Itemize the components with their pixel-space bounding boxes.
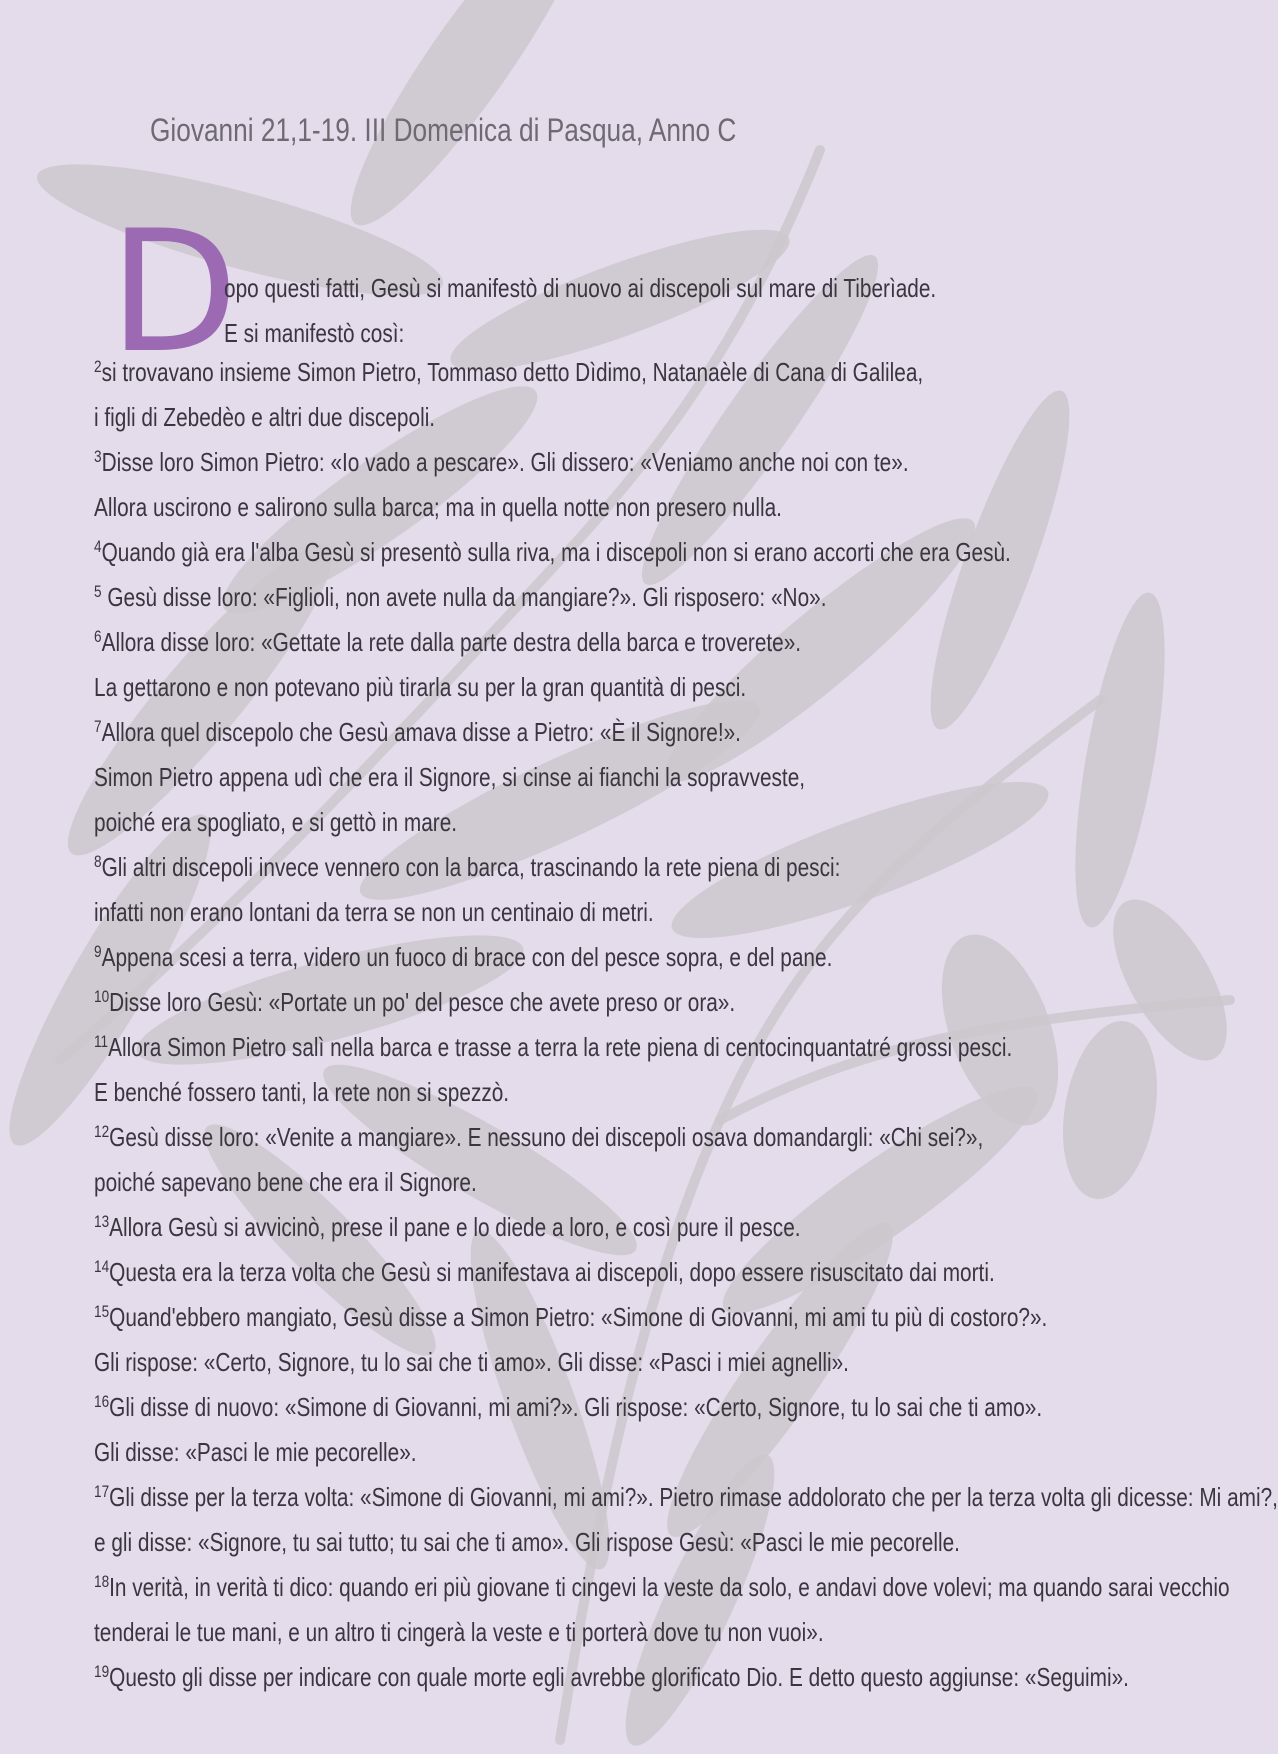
verse-line <box>94 807 457 837</box>
verse-line <box>94 672 746 702</box>
verse-text: Disse loro Gesù: «Portate un po' del pesce che avete preso or ora». <box>109 987 736 1017</box>
verse-line <box>94 1167 477 1197</box>
verse-number: 3 <box>94 447 102 466</box>
verse-line <box>94 1347 849 1377</box>
verse-number: 16 <box>94 1392 110 1411</box>
page-title: Giovanni 21,1-19. III Domenica di Pasqua, Anno C <box>150 112 737 148</box>
verse-number: 18 <box>94 1572 110 1591</box>
verse-line <box>94 1212 801 1242</box>
verse-text: Allora quel discepolo che Gesù amava disse a Pietro: «È il Signore!». <box>101 717 741 747</box>
verse-text: E benché fossero tanti, la rete non si spezzò. <box>94 1077 510 1107</box>
verse-line <box>94 1482 1278 1512</box>
verse-text: Gesù disse loro: «Venite a mangiare». E nessuno dei discepoli osava domandargli: «Chi sei?», <box>109 1122 984 1152</box>
verse-line <box>94 852 840 882</box>
verse-text: Quand'ebbero mangiato, Gesù disse a Simon Pietro: «Simone di Giovanni, mi ami tu più di costoro?». <box>109 1302 1048 1332</box>
verse-number: 10 <box>94 987 110 1006</box>
verse-number: 6 <box>94 627 102 646</box>
verse-line <box>94 357 923 387</box>
verse-text: Simon Pietro appena udì che era il Signore, si cinse ai fianchi la sopravveste, <box>94 762 806 792</box>
verse-number: 7 <box>94 717 102 736</box>
verse-line <box>94 402 435 432</box>
verse-text: Gesù disse loro: «Figlioli, non avete nulla da mangiare?». Gli risposero: «No». <box>101 582 827 612</box>
verse-number: 4 <box>94 537 102 556</box>
verse-line <box>94 1617 824 1647</box>
verse-number: 8 <box>94 852 102 871</box>
verse-line <box>94 1122 983 1152</box>
verse-text: Questo gli disse per indicare con quale morte egli avrebbe glorificato Dio. E detto questo aggiunse: «Seguimi». <box>109 1662 1129 1692</box>
verse-line <box>94 537 1011 567</box>
verse-text: e gli disse: «Signore, tu sai tutto; tu sai che ti amo». Gli rispose Gesù: «Pasci le mie pecorelle. <box>94 1527 960 1557</box>
verse-number: 19 <box>94 1662 110 1681</box>
verse-line <box>94 582 827 612</box>
verse-text: Quando già era l'alba Gesù si presentò sulla riva, ma i discepoli non si erano accorti che era Gesù. <box>101 537 1011 567</box>
verse-number: 15 <box>94 1302 110 1321</box>
verse-line <box>94 1662 1129 1692</box>
verse-number: 17 <box>94 1482 110 1501</box>
drop-cap-letter: D <box>109 194 239 390</box>
verse-text: si trovavano insieme Simon Pietro, Tommaso detto Dìdimo, Natanaèle di Cana di Galilea, <box>101 357 924 387</box>
verse-text: Gli disse di nuovo: «Simone di Giovanni, mi ami?». Gli rispose: «Certo, Signore, tu lo sai che ti amo». <box>109 1392 1043 1422</box>
verse-line <box>94 942 832 972</box>
verse-text: Allora Gesù si avvicinò, prese il pane e lo diede a loro, e così pure il pesce. <box>109 1212 801 1242</box>
verse-line <box>94 1392 1042 1422</box>
verse-line <box>94 1077 509 1107</box>
verse-text: infatti non erano lontani da terra se non un centinaio di metri. <box>94 897 654 927</box>
verse-line <box>94 492 782 522</box>
verse-text: Gli disse per la terza volta: «Simone di Giovanni, mi ami?». Pietro rimase addolorato che per la terza volta gli dicesse: Mi ami?, <box>109 1482 1278 1512</box>
verse-line <box>94 1527 960 1557</box>
verse-text: Questa era la terza volta che Gesù si manifestava ai discepoli, dopo essere risuscitato dai morti. <box>109 1257 995 1287</box>
verse-number: 12 <box>94 1122 110 1141</box>
intro-line: E si manifestò così: <box>224 318 405 348</box>
verse-text: tenderai le tue mani, e un altro ti cingerà la veste e ti porterà dove tu non vuoi». <box>94 1617 824 1647</box>
verse-line <box>94 987 735 1017</box>
verse-text: Allora Simon Pietro salì nella barca e trasse a terra la rete piena di centocinquantatré grossi pesci. <box>108 1032 1013 1062</box>
verse-line <box>94 627 801 657</box>
verse-line <box>94 1437 417 1467</box>
verse-text: Gli altri discepoli invece vennero con la barca, trascinando la rete piena di pesci: <box>101 852 841 882</box>
verse-text: Allora uscirono e salirono sulla barca; ma in quella notte non presero nulla. <box>94 492 782 522</box>
verse-line <box>94 1302 1047 1332</box>
intro-line: opo questi fatti, Gesù si manifestò di nuovo ai discepoli sul mare di Tiberìade. <box>224 273 937 303</box>
verse-line <box>94 897 654 927</box>
drop-cap <box>109 194 239 390</box>
verse-number: 13 <box>94 1212 110 1231</box>
verse-text: Allora disse loro: «Gettate la rete dalla parte destra della barca e troverete». <box>101 627 802 657</box>
verse-number: 14 <box>94 1257 110 1276</box>
verse-line <box>94 447 909 477</box>
verse-number: 11 <box>94 1032 109 1051</box>
verse-line <box>94 1032 1012 1062</box>
verse-text: poiché sapevano bene che era il Signore. <box>94 1167 477 1197</box>
verse-text: i figli di Zebedèo e altri due discepoli. <box>94 402 436 432</box>
verse-number: 5 <box>94 582 102 601</box>
verse-line <box>94 717 741 747</box>
verse-text: poiché era spogliato, e si gettò in mare. <box>94 807 458 837</box>
verse-number: 9 <box>94 942 102 961</box>
verse-number: 2 <box>94 357 102 376</box>
verse-line <box>94 1257 995 1287</box>
verse-text: Gli disse: «Pasci le mie pecorelle». <box>94 1437 417 1467</box>
verse-text: Gli rispose: «Certo, Signore, tu lo sai che ti amo». Gli disse: «Pasci i miei agnelli». <box>94 1347 849 1377</box>
verse-text: In verità, in verità ti dico: quando eri più giovane ti cingevi la veste da solo, e andavi dove volevi; ma quando sarai vecchio <box>109 1572 1230 1602</box>
verse-text: Disse loro Simon Pietro: «Io vado a pescare». Gli dissero: «Veniamo anche noi con te». <box>101 447 909 477</box>
verse-text: Appena scesi a terra, videro un fuoco di brace con del pesce sopra, e del pane. <box>101 942 833 972</box>
verse-text: La gettarono e non potevano più tirarla su per la gran quantità di pesci. <box>94 672 747 702</box>
verse-line <box>94 762 805 792</box>
verse-line <box>94 1572 1230 1602</box>
